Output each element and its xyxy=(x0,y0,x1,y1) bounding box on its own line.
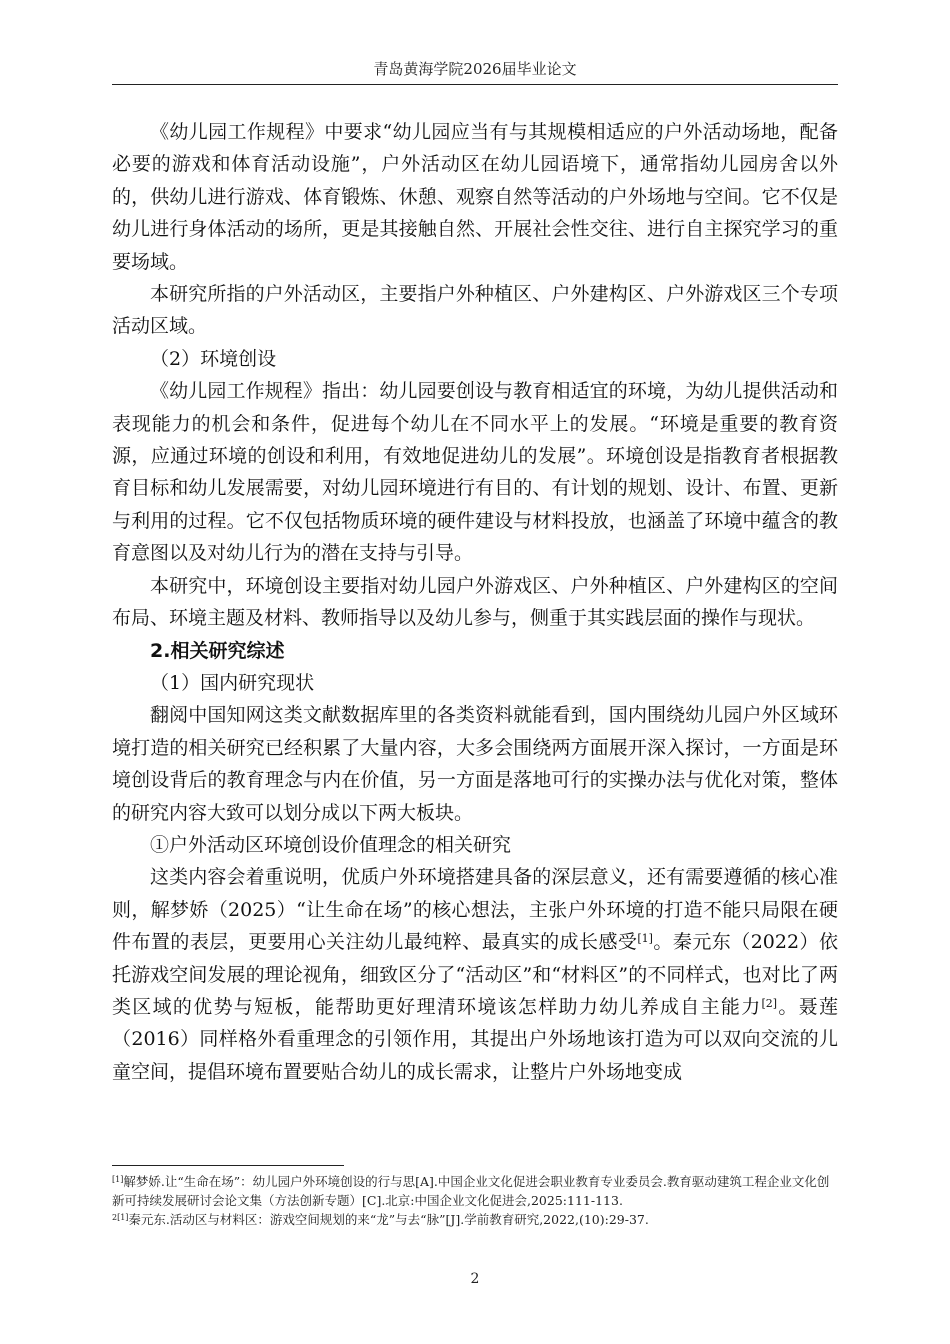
subheading-environment-creation: （2）环境创设 xyxy=(150,347,277,370)
footnote-rule xyxy=(112,1165,344,1166)
paragraph-domestic-overview: 翻阅中国知网这类文献数据库里的各类资料就能看到，国内围绕幼儿园户外区域环境打造的相关研究已经积累了大量内容，大多会围绕两方面展开深入探讨，一方面是环境创设背后的教育理念与内在价值，另一方面是落地可行的实操办法与优化对策，整体的研究内容大致可以划分成以下两大板块。 xyxy=(112,704,838,824)
footnote-2-mark: 2[1] xyxy=(112,1213,129,1222)
footnote-2 xyxy=(112,1210,838,1229)
footnotes xyxy=(112,1172,838,1229)
subheading-domestic-research: （1）国内研究现状 xyxy=(150,671,315,694)
footnote-2-text: 秦元东.活动区与材料区：游戏空间规划的来“龙”与去“脉”[J].学前教育研究,2022,(10):29-37. xyxy=(128,1212,649,1227)
paragraph-value-research xyxy=(112,861,838,1088)
header-rule xyxy=(112,84,838,85)
paragraph-outdoor-area-scope: 本研究所指的户外活动区，主要指户外种植区、户外建构区、户外游戏区三个专项活动区域。 xyxy=(112,283,838,338)
paragraph-environment-scope: 本研究中，环境创设主要指对幼儿园户外游戏区、户外种植区、户外建构区的空间布局、环境主题及材料、教师指导以及幼儿参与，侧重于其实践层面的操作与现状。 xyxy=(112,574,838,630)
page-number: 2 xyxy=(470,1271,480,1287)
subheading-value-concept: ①户外活动区环境创设价值理念的相关研究 xyxy=(150,833,512,856)
paragraph-kindergarten-regulation: 《幼儿园工作规程》中要求“幼儿园应当有与其规模相适应的户外活动场地，配备必要的游戏和体育活动设施”，户外活动区在幼儿园语境下，通常指幼儿园房舍以外的，供幼儿进行游戏、体育锻炼、休憩、观察自然等活动的户外场地与空间。它不仅是幼儿进行身体活动的场所，更是其接触自然、开展社会性交往、进行自主探究学习的重要场域。 xyxy=(112,121,838,273)
citation-1[interactable]: [1] xyxy=(637,932,653,946)
footnote-1-text: 解梦娇.让“生命在场”：幼儿园户外环境创设的行与思[A].中国企业文化促进会职业教育专业委员会.教育驱动建筑工程企业文化创新可持续发展研讨会论文集（方法创新专题）[C].北京:中国企业文化促进会,2025:111-113. xyxy=(112,1174,830,1208)
section-heading-review: 2.相关研究综述 xyxy=(150,639,285,662)
text-segment: 。秦元东（2022）依托游戏空间发展的理论视角，细致区分了“活动区”和“材料区”的不同样式，也对比了两类区域的优势与短板，能帮助更好理清环境该怎样助力幼儿养成自主能力 xyxy=(112,931,838,1018)
footnote-1-mark: [1] xyxy=(112,1175,124,1184)
page-header: 青岛黄海学院2026届毕业论文 xyxy=(373,60,577,78)
paragraph-environment-definition: 《幼儿园工作规程》指出：幼儿园要创设与教育相适宜的环境，为幼儿提供活动和表现能力的机会和条件，促进每个幼儿在不同水平上的发展。“环境是重要的教育资源，应通过环境的创设和利用，有效地促进幼儿的发展”。环境创设是指教育者根据教育目标和幼儿发展需要，对幼儿园环境进行有目的、有计划的规划、设计、布置、更新与利用的过程。它不仅包括物质环境的硬件建设与材料投放，也涵盖了环境中蕴含的教育意图以及对幼儿行为的潜在支持与引导。 xyxy=(112,380,838,565)
text-segment: 这类内容会着重说明，优质户外环境搭建具备的深层意义，还有需要遵循的核心准则，解梦娇（2025）“让生命在场”的核心想法，主张户外环境的打造不能只局限在硬件布置的表层，更要用心关注幼儿最纯粹、最真实的成长感受 xyxy=(112,866,838,954)
text-segment: 。聂莲（2016）同样格外看重理念的引领作用，其提出户外场地该打造为可以双向交流的儿童空间，提倡环境布置要贴合幼儿的成长需求，让整片户外场地变成 xyxy=(112,995,838,1083)
citation-2[interactable]: [2] xyxy=(761,996,778,1010)
body-text xyxy=(112,116,838,1088)
footnote-1 xyxy=(112,1172,838,1210)
